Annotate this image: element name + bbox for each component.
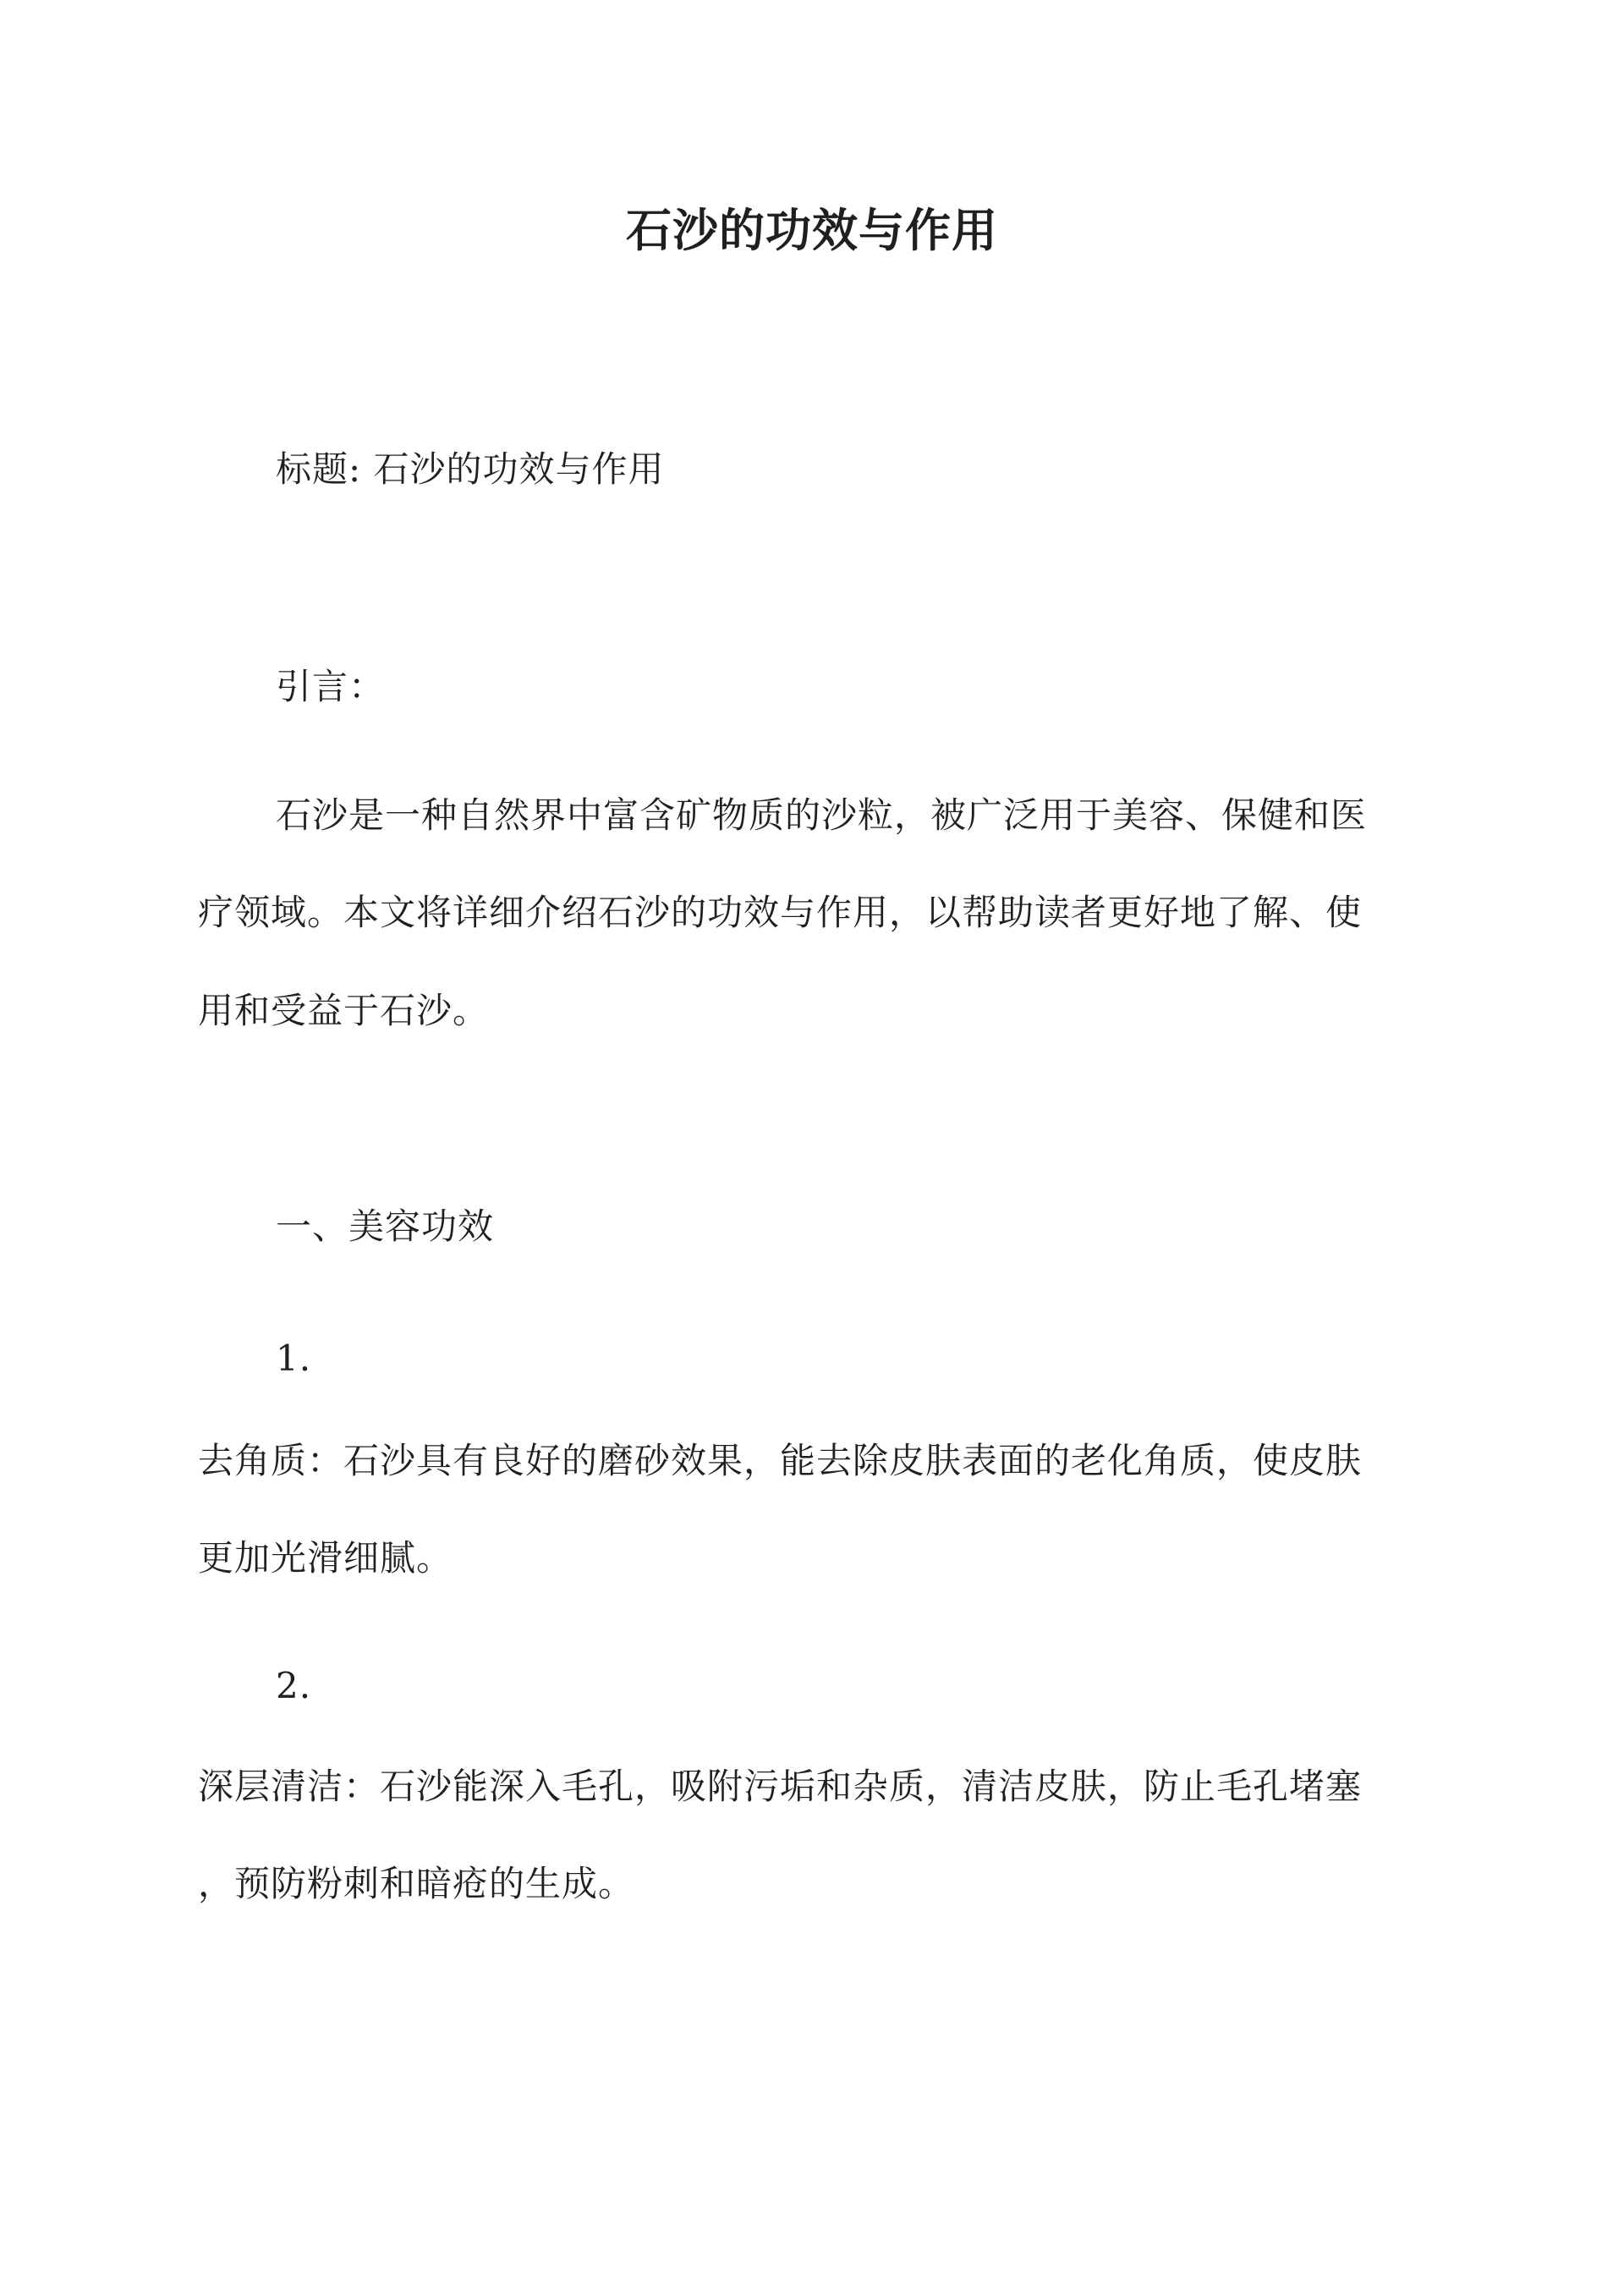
subtitle-line: 标题: 石沙的功效与作用	[276, 448, 665, 490]
list-item-line: 更加光滑细腻。	[198, 1537, 453, 1579]
document-title: 石沙的功效与作用	[626, 203, 998, 257]
intro-line-3: 用和受益于石沙。	[198, 990, 490, 1031]
list-item-number: 1.	[276, 1338, 312, 1379]
intro-line-2: 疗领域。本文将详细介绍石沙的功效与作用，以帮助读者更好地了解、使	[198, 892, 1363, 933]
intro-line-1: 石沙是一种自然界中富含矿物质的沙粒，被广泛用于美容、保健和医	[276, 794, 1368, 836]
list-item-number: 2.	[276, 1665, 312, 1706]
list-item-line: 去角质：石沙具有良好的磨砂效果，能去除皮肤表面的老化角质，使皮肤	[198, 1440, 1363, 1481]
list-item-line: 深层清洁：石沙能深入毛孔，吸附污垢和杂质，清洁皮肤，防止毛孔堵塞	[198, 1766, 1363, 1807]
intro-heading: 引言：	[276, 666, 386, 707]
section-heading: 一、美容功效	[276, 1206, 495, 1247]
list-item-line: ，预防粉刺和暗疮的生成。	[198, 1863, 635, 1904]
